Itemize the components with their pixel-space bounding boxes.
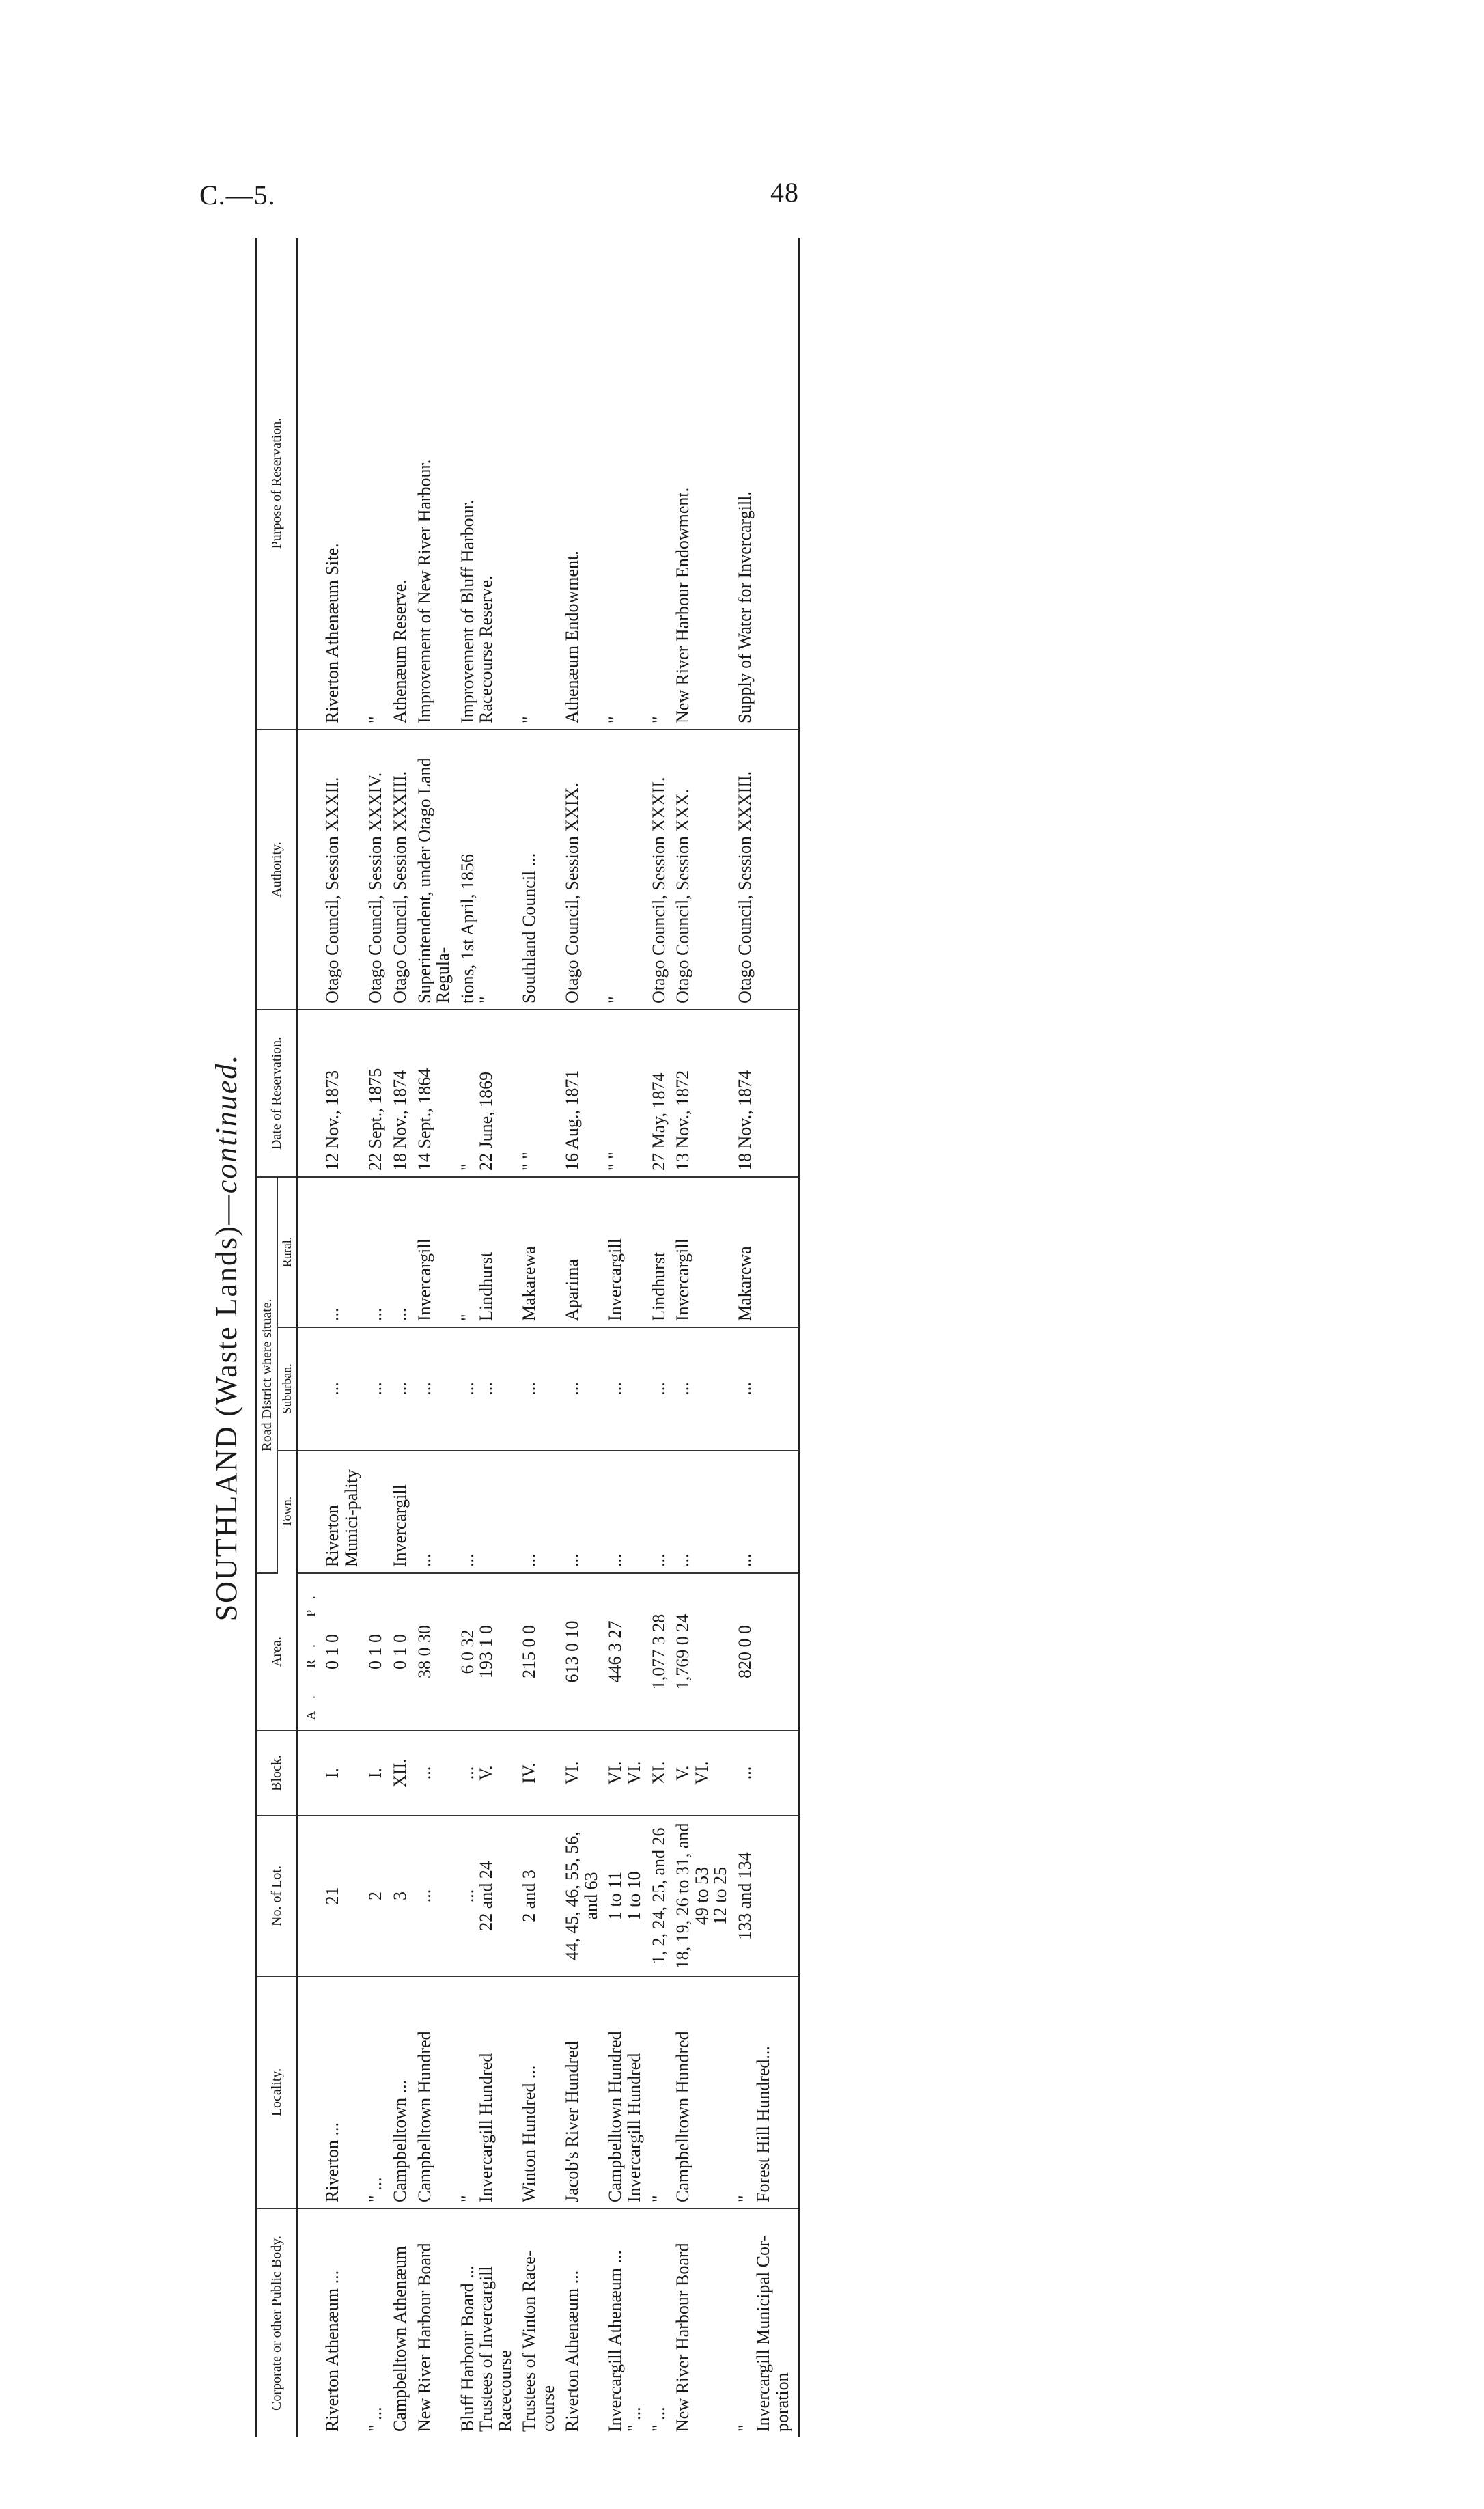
cell-area: 215 0 0 <box>517 1573 560 1730</box>
cell-body: " ... <box>365 2407 386 2432</box>
table-row <box>412 238 456 2437</box>
cell-body: Bluff Harbour Board ... Trustees of Invercargill Racecourse <box>457 2265 515 2432</box>
cell-purpose: Improvement of New River Harbour. <box>412 238 456 730</box>
cell-town: ... <box>560 1450 603 1573</box>
cell-body: Riverton Athenæum ... <box>562 2270 583 2432</box>
cell-purpose: Supply of Water for Invercargill. <box>733 238 800 730</box>
cell-locality: " <box>647 1976 671 2208</box>
cell-suburban: ... <box>320 1327 363 1450</box>
cell-area: 0 1 0 <box>363 1573 388 1730</box>
cell-date: 18 Nov., 1874 <box>733 1010 800 1177</box>
cell-block: VI. <box>560 1730 603 1816</box>
cell-date: 16 Aug., 1871 <box>560 1010 603 1177</box>
table-row <box>363 238 388 2437</box>
cell-rural: Lindhurst <box>647 1177 671 1327</box>
cell-lot: ... 22 and 24 <box>456 1816 518 1976</box>
cell-date: 22 Sept., 1875 <box>363 1010 388 1177</box>
cell-area: 820 0 0 <box>733 1573 800 1730</box>
cell-town: ... <box>603 1450 646 1573</box>
cell-lot: 133 and 134 <box>733 1816 800 1976</box>
table-row <box>517 238 560 2437</box>
cell-town <box>363 1450 388 1573</box>
col-suburban-header: Suburban. <box>278 1327 298 1450</box>
cell-block: I. <box>363 1730 388 1816</box>
cell-town: ... <box>456 1450 518 1573</box>
col-lot-header: No. of Lot. <box>257 1816 298 1976</box>
cell-block: V. VI. <box>671 1730 733 1816</box>
cell-authority: Otago Council, Session XXXII. <box>647 730 671 1010</box>
cell-block: ... V. <box>456 1730 518 1816</box>
cell-date: 18 Nov., 1874 <box>388 1010 412 1177</box>
title-continued: continued. <box>210 1053 243 1194</box>
cell-locality: Jacob's River Hundred <box>560 1976 603 2208</box>
cell-locality: " Forest Hill Hundred... <box>733 1976 800 2208</box>
reservations-table <box>255 238 800 2437</box>
table-row <box>733 238 800 2437</box>
cell-locality: Riverton ... <box>320 1976 363 2208</box>
cell-suburban: ... <box>560 1327 603 1450</box>
table-row <box>560 238 603 2437</box>
cell-town: Invercargill <box>388 1450 412 1573</box>
cell-suburban: ... <box>412 1327 456 1450</box>
area-units-label: A. R. P. <box>297 1573 320 1730</box>
cell-suburban: ... <box>647 1327 671 1450</box>
cell-authority: Otago Council, Session XXXIV. <box>363 730 388 1010</box>
cell-suburban: ... <box>603 1327 646 1450</box>
cell-date: " 22 June, 1869 <box>456 1010 518 1177</box>
cell-lot: 3 <box>388 1816 412 1976</box>
cell-date: 14 Sept., 1864 <box>412 1010 456 1177</box>
cell-purpose: Athenæum Endowment. <box>560 238 603 730</box>
table-row <box>456 238 518 2437</box>
area-units-row <box>297 238 320 2437</box>
cell-suburban: ... ... <box>456 1327 518 1450</box>
cell-rural: ... <box>363 1177 388 1327</box>
cell-rural: Invercargill <box>671 1177 733 1327</box>
col-date-header: Date of Reservation. <box>257 1010 298 1177</box>
cell-date: 12 Nov., 1873 <box>320 1010 363 1177</box>
cell-area: 0 1 0 <box>388 1573 412 1730</box>
cell-area: 1,769 0 24 <box>671 1573 733 1730</box>
cell-locality: Campbelltown Hundred <box>412 1976 456 2208</box>
cell-rural: ... <box>320 1177 363 1327</box>
cell-suburban: ... <box>517 1327 560 1450</box>
cell-suburban: ... <box>733 1327 800 1450</box>
cell-block: IV. <box>517 1730 560 1816</box>
col-town-header: Town. <box>278 1450 298 1573</box>
cell-authority: Otago Council, Session XXXIII. <box>733 730 800 1010</box>
cell-rural: Makarewa <box>517 1177 560 1327</box>
cell-purpose: " <box>517 238 560 730</box>
table-header-row <box>257 238 278 2437</box>
cell-block: VI. VI. <box>603 1730 646 1816</box>
cell-rural: " Lindhurst <box>456 1177 518 1327</box>
cell-body: Trustees of Winton Race-course <box>519 2250 558 2432</box>
col-district-header: Road District where situate. <box>257 1177 278 1573</box>
title-main: SOUTHLAND (Waste Lands)— <box>210 1193 243 1622</box>
cell-date: " " <box>517 1010 560 1177</box>
cell-locality: Winton Hundred ... <box>517 1976 560 2208</box>
cell-rural: Invercargill <box>412 1177 456 1327</box>
cell-purpose: Athenæum Reserve. <box>388 238 412 730</box>
cell-rural: Makarewa <box>733 1177 800 1327</box>
rotated-table-block <box>209 238 1008 2437</box>
cell-block: I. <box>320 1730 363 1816</box>
col-locality-header: Locality. <box>257 1976 298 2208</box>
cell-locality: " Invercargill Hundred <box>456 1976 518 2208</box>
cell-town: ... <box>671 1450 733 1573</box>
cell-town: Riverton Munici-pality <box>320 1450 363 1573</box>
cell-block: ... <box>733 1730 800 1816</box>
cell-lot: ... <box>412 1816 456 1976</box>
cell-lot: 2 <box>363 1816 388 1976</box>
cell-area: 6 0 32 193 1 0 <box>456 1573 518 1730</box>
cell-lot: 2 and 3 <box>517 1816 560 1976</box>
cell-area: 1,077 3 28 <box>647 1573 671 1730</box>
cell-date: " " <box>603 1010 646 1177</box>
cell-purpose: " <box>363 238 388 730</box>
cell-date: 27 May, 1874 <box>647 1010 671 1177</box>
cell-area: 0 1 0 <box>320 1573 363 1730</box>
cell-authority: Southland Council ... <box>517 730 560 1010</box>
cell-area: 38 0 30 <box>412 1573 456 1730</box>
cell-area: 446 3 27 <box>603 1573 646 1730</box>
cell-authority: Superintendent, under Otago Land Regula- <box>412 730 456 1010</box>
cell-body: Invercargill Athenæum ... " ... <box>605 2250 644 2432</box>
cell-body: Campbelltown Athenæum <box>389 2245 410 2432</box>
col-rural-header: Rural. <box>278 1177 298 1327</box>
cell-lot: 1 to 11 1 to 10 <box>603 1816 646 1976</box>
cell-authority: " <box>603 730 646 1010</box>
cell-block: XII. <box>388 1730 412 1816</box>
cell-suburban: ... <box>388 1327 412 1450</box>
col-authority-header: Authority. <box>257 730 298 1010</box>
cell-locality: Campbelltown Hundred Invercargill Hundred <box>603 1976 646 2208</box>
col-area-header: Area. <box>257 1573 298 1730</box>
cell-town: ... <box>517 1450 560 1573</box>
table-row <box>671 238 733 2437</box>
cell-purpose: " <box>603 238 646 730</box>
cell-body: New River Harbour Board <box>673 2243 693 2432</box>
cell-authority: Otago Council, Session XXX. <box>671 730 733 1010</box>
cell-authority: Otago Council, Session XXIX. <box>560 730 603 1010</box>
cell-lot: 1, 2, 24, 25, and 26 <box>647 1816 671 1976</box>
page-number: 48 <box>770 177 799 208</box>
cell-suburban: ... <box>363 1327 388 1450</box>
cell-block: ... <box>412 1730 456 1816</box>
cell-body: Riverton Athenæum ... <box>322 2270 343 2432</box>
cell-suburban: ... <box>671 1327 733 1450</box>
cell-area: 613 0 10 <box>560 1573 603 1730</box>
cell-locality: Campbelltown Hundred <box>671 1976 733 2208</box>
col-block-header: Block. <box>257 1730 298 1816</box>
table-body <box>297 238 800 2437</box>
cell-lot: 18, 19, 26 to 31, and 49 to 53 12 to 25 <box>671 1816 733 1976</box>
cell-rural: ... <box>388 1177 412 1327</box>
table-row <box>320 238 363 2437</box>
col-purpose-header: Purpose of Reservation. <box>257 238 298 730</box>
cell-block: XI. <box>647 1730 671 1816</box>
table-row <box>388 238 412 2437</box>
col-body-header: Corporate or other Public Body. <box>257 2208 298 2437</box>
table-row <box>603 238 646 2437</box>
cell-rural: Aparima <box>560 1177 603 1327</box>
cell-rural: Invercargill <box>603 1177 646 1327</box>
cell-locality: " ... <box>363 1976 388 2208</box>
cell-locality: Campbelltown ... <box>388 1976 412 2208</box>
cell-authority: tions, 1st April, 1856 " <box>456 730 518 1010</box>
cell-purpose: Improvement of Bluff Harbour. Racecourse Reserve. <box>456 238 518 730</box>
table-row <box>647 238 671 2437</box>
cell-body: " ... <box>648 2407 669 2432</box>
cell-lot: 21 <box>320 1816 363 1976</box>
cell-town: ... <box>647 1450 671 1573</box>
cell-body: " Invercargill Municipal Cor-poration <box>733 2208 800 2437</box>
cell-purpose: Riverton Athenæum Site. <box>320 238 363 730</box>
cell-lot: 44, 45, 46, 55, 56, and 63 <box>560 1816 603 1976</box>
cell-town: ... <box>412 1450 456 1573</box>
page-code: C.—5. <box>199 180 276 210</box>
cell-town: ... <box>733 1450 800 1573</box>
cell-date: 13 Nov., 1872 <box>671 1010 733 1177</box>
table-title <box>209 238 244 2437</box>
cell-authority: Otago Council, Session XXXIII. <box>388 730 412 1010</box>
cell-purpose: " <box>647 238 671 730</box>
cell-purpose: New River Harbour Endowment. <box>671 238 733 730</box>
cell-authority: Otago Council, Session XXXII. <box>320 730 363 1010</box>
cell-body: New River Harbour Board <box>414 2243 434 2432</box>
